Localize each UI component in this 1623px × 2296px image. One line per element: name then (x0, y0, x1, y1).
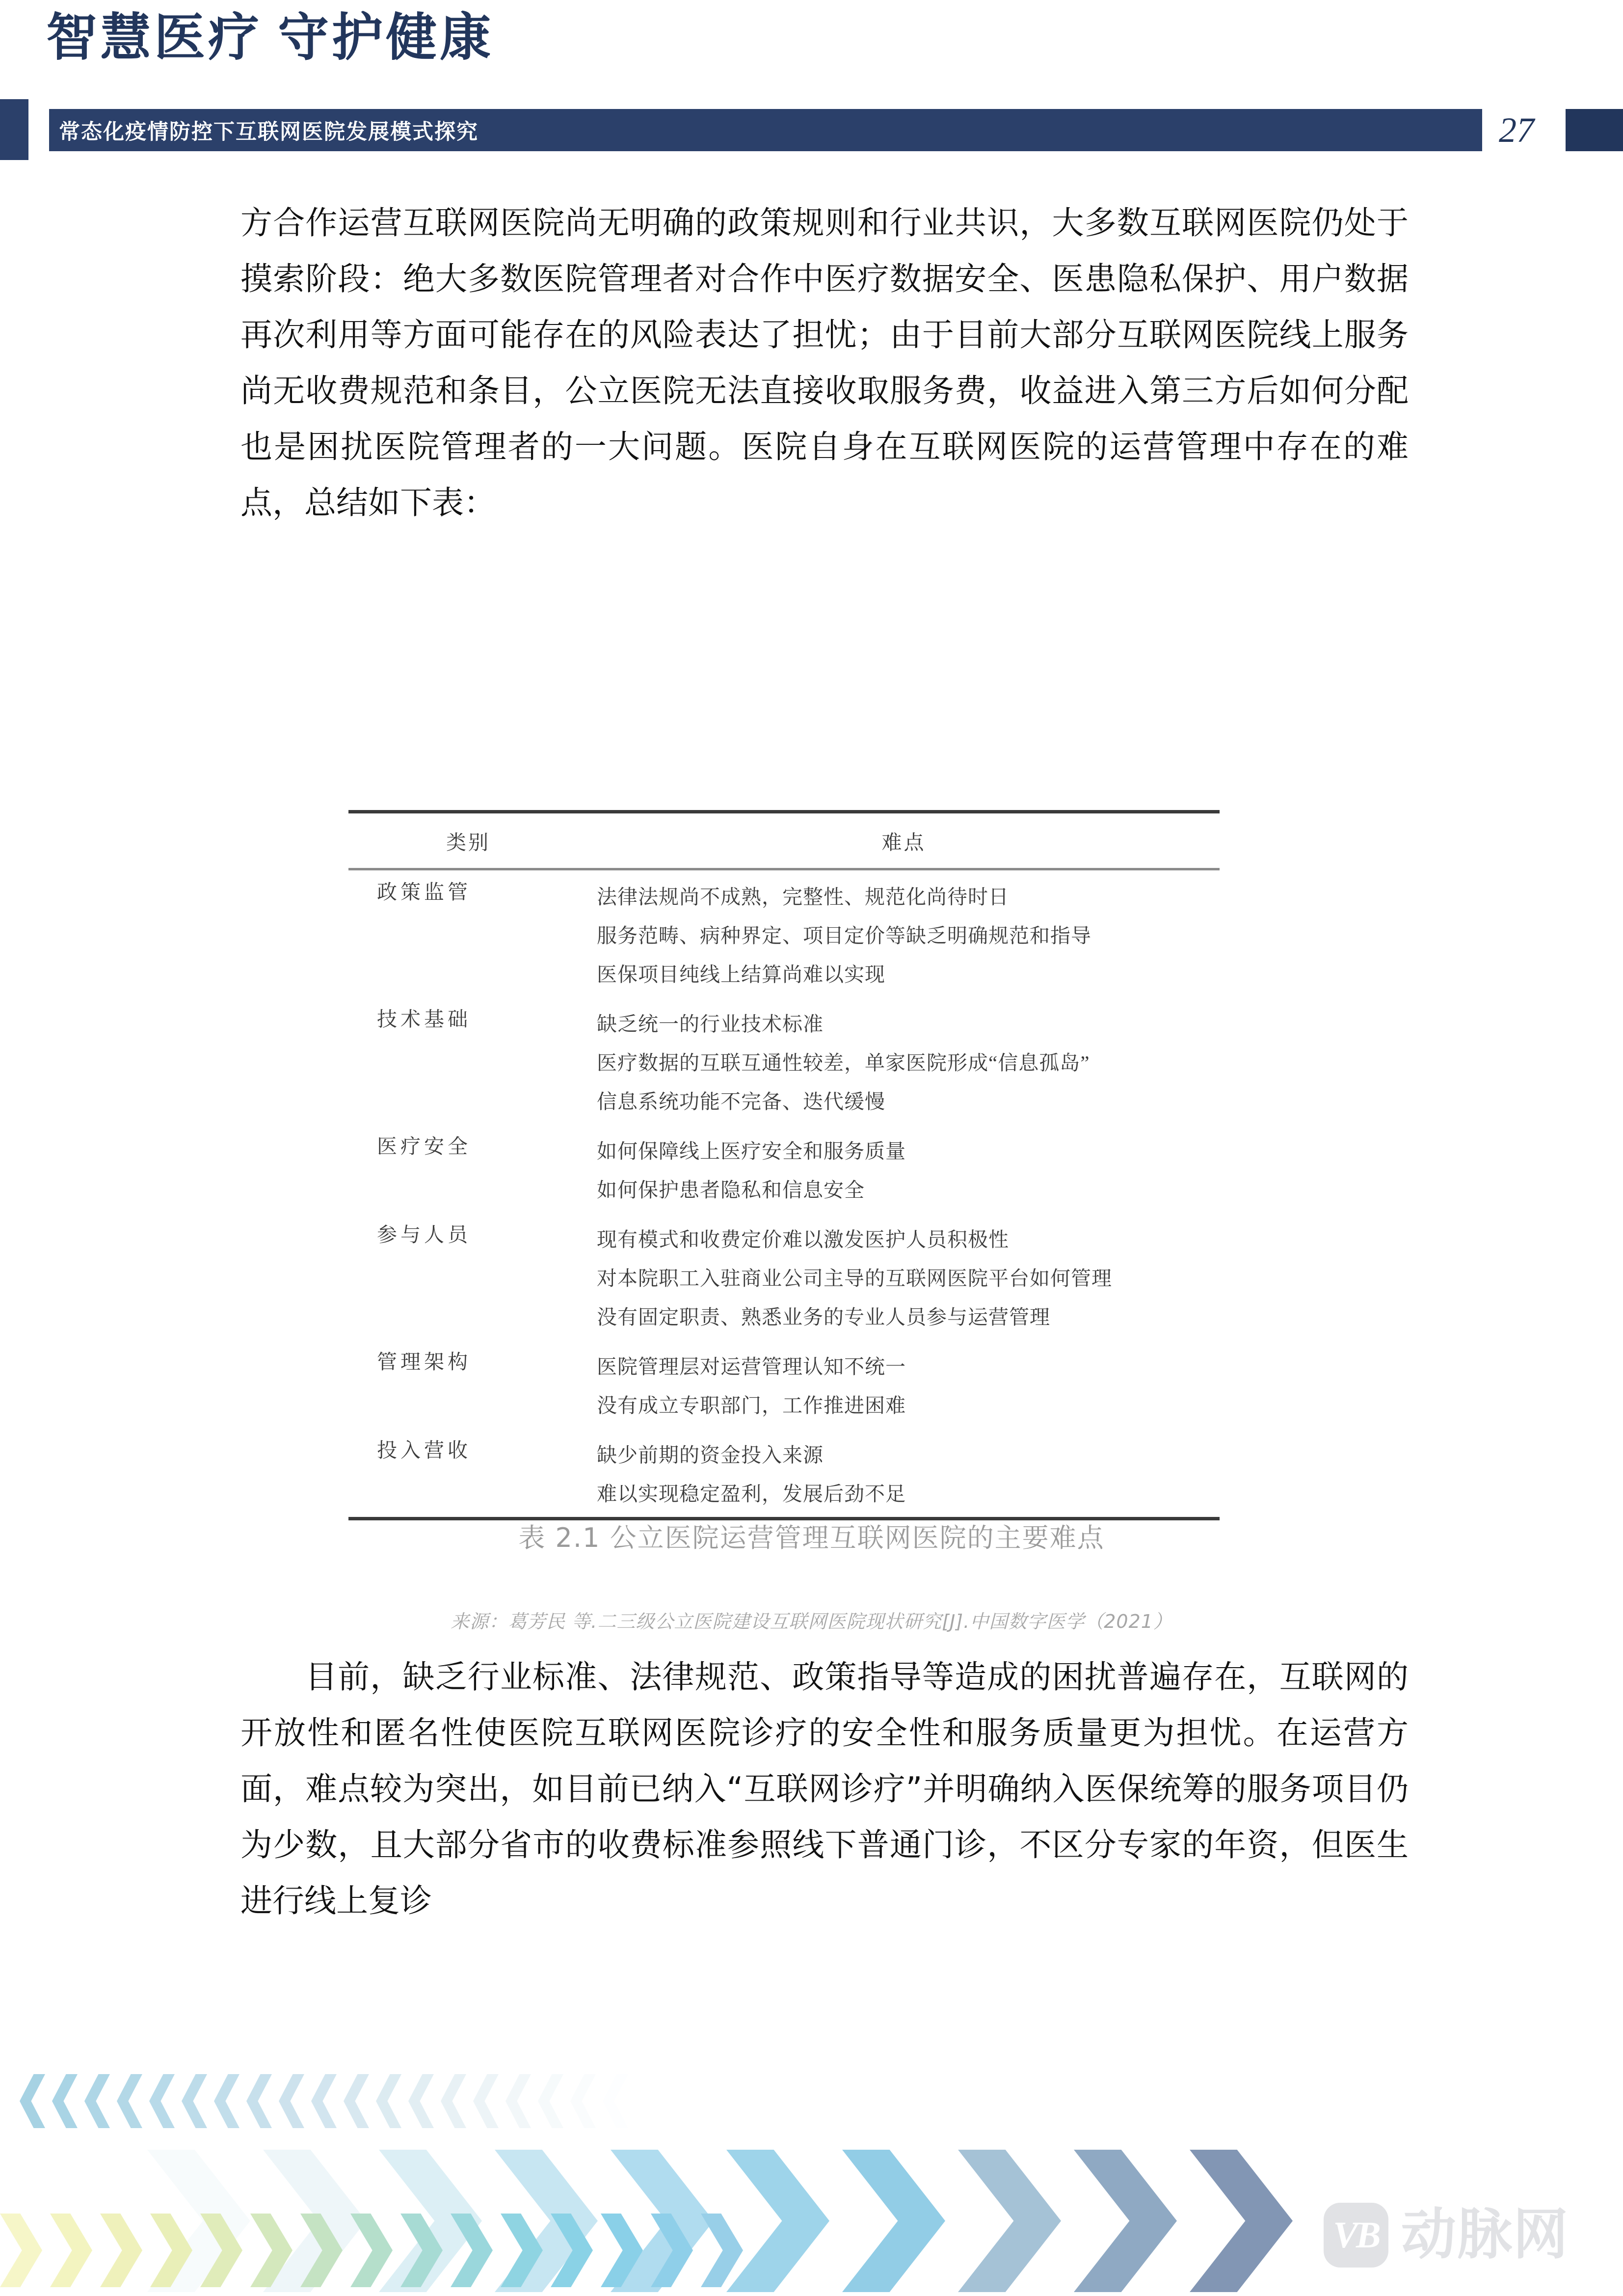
chevron-left-icon-21 (700, 2074, 725, 2128)
chevron-left-icon-17 (570, 2074, 596, 2128)
chevron-row-large (147, 2150, 1305, 2292)
footer-decoration (0, 2041, 1623, 2296)
table-difficulty-line: 信息系统功能不完备、迭代缓慢 (597, 1090, 885, 1113)
chevron-right-small-icon-12 (601, 2214, 643, 2287)
table-difficulty-line: 现有模式和收费定价难以激发医护人员积极性 (597, 1228, 1009, 1251)
chevron-right-small-icon-3 (150, 2214, 192, 2287)
page-title: 智慧医疗 守护健康 (46, 10, 494, 66)
chevron-right-small-icon-11 (551, 2214, 593, 2287)
chevron-left-icon-0 (20, 2074, 45, 2128)
table-difficulty-line: 难以实现稳定盈利，发展后劲不足 (597, 1483, 906, 1505)
chevron-left-icon-10 (344, 2074, 369, 2128)
watermark (1324, 2203, 1569, 2268)
difficulties-table (348, 810, 1220, 1520)
chevron-left-icon-12 (408, 2074, 434, 2128)
chevron-left-icon-7 (246, 2074, 272, 2128)
chevron-left-icon-5 (182, 2074, 207, 2128)
chevron-right-small-icon-7 (350, 2214, 393, 2287)
difficulties-table-wrapper (348, 810, 1220, 1520)
header-right-accent-block (1566, 109, 1623, 151)
chevron-left-icon-13 (441, 2074, 466, 2128)
table-row (348, 1340, 1220, 1429)
body-content-top (240, 195, 1409, 531)
table-cell-category: 管理架构 (377, 1351, 471, 1373)
header-subtitle-text: 常态化疫情防控下互联网医院发展模式探究 (59, 120, 479, 144)
header-left-accent-block (0, 99, 28, 160)
chevron-left-icon-14 (473, 2074, 499, 2128)
table-header-category: 类别 (348, 812, 588, 869)
paragraph-2: 目前，缺乏行业标准、法律规范、政策指导等造成的困扰普遍存在，互联网的开放性和匿名性使医院互联网医院诊疗的安全性和服务质量更为担忧。在运营方面，难点较为突出，如目前已纳入“互联网诊疗”并明确纳入医保统筹的服务项目仍为少数，且大部分省市的收费标准参照线下普通门诊，不区分专家的年资，但医生进行线上复诊 (240, 1659, 1409, 1919)
chevron-right-small-icon-8 (400, 2214, 443, 2287)
header-subtitle-bar (49, 109, 1482, 151)
table-difficulty-line: 服务范畴、病种界定、项目定价等缺乏明确规范和指导 (597, 924, 1091, 947)
table-row (348, 1125, 1220, 1213)
table-cell-difficulties (588, 1125, 1220, 1213)
paragraph-1: 方合作运营互联网医院尚无明确的政策规则和行业共识，大多数互联网医院仍处于摸索阶段：绝大多数医院管理者对合作中医疗数据安全、医患隐私保护、用户数据再次利用等方面可能存在的风险表达了担忧；由于目前大部分互联网医院线上服务尚无收费规范和条目，公立医院无法直接收取服务费，收益进入第三方后如何分配也是困扰医院管理者的一大问题。医院自身在互联网医院的运营管理中存在的难点，总结如下表： (240, 205, 1409, 521)
body-content-bottom (240, 1649, 1409, 1929)
page-number: 27 (1499, 110, 1534, 150)
table-difficulty-line: 缺少前期的资金投入来源 (597, 1444, 824, 1466)
page-header (0, 0, 1623, 167)
table-cell-difficulties (588, 1429, 1220, 1519)
watermark-logo-icon: VB (1324, 2203, 1388, 2268)
chevron-right-icon-6 (842, 2150, 945, 2292)
table-body (348, 869, 1220, 1519)
chevron-right-small-icon-10 (501, 2214, 543, 2287)
table-cell-category: 技术基础 (377, 1008, 471, 1030)
chevron-left-icon-11 (376, 2074, 401, 2128)
table-difficulty-line: 对本院职工入驻商业公司主导的互联网医院平台如何管理 (597, 1267, 1112, 1290)
table-cell-category: 参与人员 (377, 1223, 471, 1246)
chevron-right-small-icon-9 (451, 2214, 493, 2287)
table-difficulty-line: 如何保障线上医疗安全和服务质量 (597, 1140, 906, 1162)
table-difficulty-line: 医疗数据的互联互通性较差，单家医院形成“信息孤岛” (597, 1052, 1090, 1074)
chevron-left-icon-16 (538, 2074, 563, 2128)
table-difficulty-line: 法律法规尚不成熟，完整性、规范化尚待时日 (597, 886, 1009, 908)
table-cell-category: 政策监管 (377, 881, 471, 903)
table-difficulty-line: 没有成立专职部门，工作推进困难 (597, 1394, 906, 1417)
table-difficulty-line: 缺乏统一的行业技术标准 (597, 1013, 824, 1035)
chevron-left-icon-9 (311, 2074, 337, 2128)
table-cell-difficulties (588, 1340, 1220, 1429)
chevron-right-icon-0 (147, 2150, 250, 2292)
chevron-left-icon-8 (279, 2074, 304, 2128)
table-row (348, 1213, 1220, 1340)
chevron-row-middle (0, 2214, 751, 2287)
chevron-left-icon-3 (117, 2074, 142, 2128)
table-row (348, 869, 1220, 998)
table-cell-difficulties (588, 869, 1220, 998)
watermark-text: 动脉网 (1401, 2205, 1569, 2266)
chevron-left-icon-18 (603, 2074, 628, 2128)
chevron-right-icon-3 (495, 2150, 598, 2292)
chevron-right-icon-8 (1074, 2150, 1177, 2292)
table-header-row (348, 812, 1220, 869)
table-row (348, 1429, 1220, 1519)
table-cell-difficulties (588, 998, 1220, 1125)
chevron-right-small-icon-1 (50, 2214, 92, 2287)
chevron-left-icon-4 (149, 2074, 175, 2128)
table-difficulty-line: 医院管理层对运营管理认知不统一 (597, 1355, 906, 1378)
chevron-left-icon-2 (84, 2074, 110, 2128)
table-row (348, 998, 1220, 1125)
table-head (348, 812, 1220, 869)
chevron-row-top (20, 2074, 732, 2128)
chevron-left-icon-15 (506, 2074, 531, 2128)
table-difficulty-line: 没有固定职责、熟悉业务的专业人员参与运营管理 (597, 1306, 1050, 1328)
chevron-right-small-icon-13 (651, 2214, 693, 2287)
chevron-right-small-icon-2 (100, 2214, 142, 2287)
chevron-left-icon-19 (635, 2074, 661, 2128)
table-caption: 表 2.1 公立医院运营管理互联网医院的主要难点 (518, 1522, 1105, 1553)
chevron-right-icon-7 (958, 2150, 1061, 2292)
chevron-right-icon-9 (1190, 2150, 1293, 2292)
chevron-right-icon-4 (611, 2150, 714, 2292)
chevron-right-small-icon-0 (0, 2214, 42, 2287)
table-cell-difficulties (588, 1213, 1220, 1340)
chevron-right-icon-2 (379, 2150, 482, 2292)
table-header-difficulty: 难点 (588, 812, 1220, 869)
chevron-left-icon-20 (667, 2074, 693, 2128)
table-difficulty-line: 如何保护患者隐私和信息安全 (597, 1179, 865, 1201)
table-cell-category: 投入营收 (348, 1429, 588, 1519)
chevron-left-icon-6 (214, 2074, 239, 2128)
table-source: 来源：葛芳民 等.二三级公立医院建设互联网医院现状研究[J].中国数字医学（2021） (451, 1611, 1172, 1632)
chevron-right-small-icon-14 (701, 2214, 743, 2287)
table-cell-category: 医疗安全 (377, 1135, 471, 1158)
chevron-right-small-icon-5 (250, 2214, 293, 2287)
chevron-right-icon-5 (726, 2150, 829, 2292)
chevron-right-small-icon-6 (300, 2214, 343, 2287)
chevron-right-icon-1 (263, 2150, 366, 2292)
chevron-right-small-icon-4 (200, 2214, 242, 2287)
chevron-left-icon-1 (52, 2074, 78, 2128)
table-difficulty-line: 医保项目纯线上结算尚难以实现 (597, 963, 885, 986)
